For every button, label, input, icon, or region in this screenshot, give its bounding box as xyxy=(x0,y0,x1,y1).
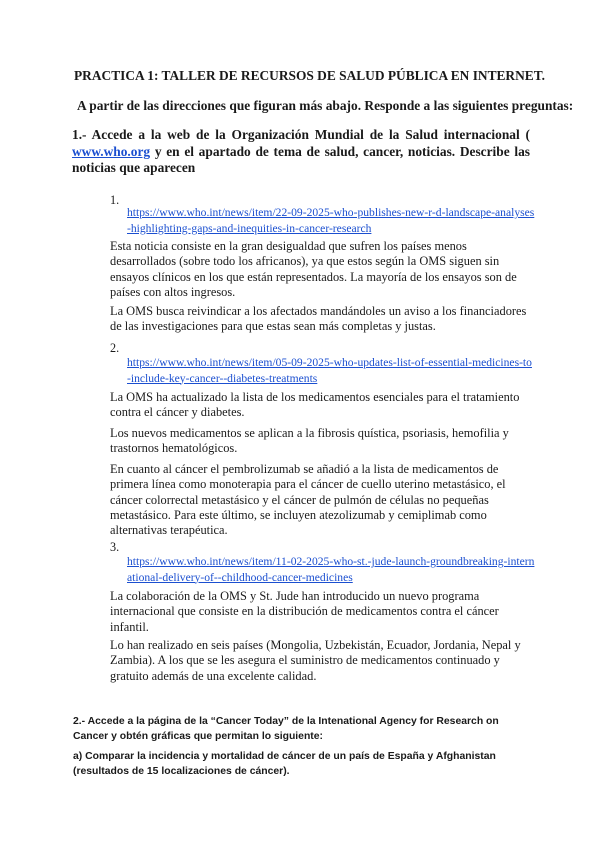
question-2: 2.- Accede a la página de la “Cancer Today” de la Intenational Agency for Research on Cancer y obtén gráficas que permitan lo siguiente: xyxy=(73,716,499,743)
question-1 xyxy=(72,127,530,177)
item-3-number: 3. xyxy=(110,540,120,554)
item-3-link[interactable]: https://www.who.int/news/item/11-02-2025-who-st.-jude-launch-groundbreaking-international-delivery-of--childhood-cancer-medicines xyxy=(127,555,535,584)
item-1-paragraph: Esta noticia consiste en la gran desigualdad que sufren los países menos desarrollados (sobre todo los africanos), ya que estos según la OMS siguen sin ensayos clínicos en los que están representados. La mayoría de los ensayos son de países con altos ingresos. xyxy=(110,239,517,299)
who-link[interactable]: www.who.org xyxy=(72,143,151,159)
item-2-number: 2. xyxy=(110,341,120,355)
document-title: PRACTICA 1: TALLER DE RECURSOS DE SALUD PÚBLICA EN INTERNET. xyxy=(74,68,545,83)
item-2-paragraph: En cuanto al cáncer el pembrolizumab se añadió a la lista de medicamentos de primera línea como monoterapia para el cáncer de cuello uterino metastásico, el cáncer colorrectal metastásico y el cáncer de pulmón de células no pequeñas metastásico. Para este último, se incluyen atezolizumab y cemiplimab como alternativas terapéutica. xyxy=(110,462,506,538)
item-1-paragraph: La OMS busca reivindicar a los afectados mandándoles un aviso a los financiadores de las investigaciones para que estas sean más completas y justas. xyxy=(110,304,527,334)
item-3-paragraph: Lo han realizado en seis países (Mongolia, Uzbekistán, Ecuador, Jordania, Nepal y Zambia). A los que se les asegura el suministro de medicamentos continuado y gratuito además de una excelente calidad. xyxy=(110,638,521,683)
item-2-paragraph: Los nuevos medicamentos se aplican a la fibrosis quística, psoriasis, hemofilia y trastornos hematológicos. xyxy=(110,426,509,456)
item-1-number: 1. xyxy=(110,193,120,207)
instructions: A partir de las direcciones que figuran más abajo. Responde a las siguientes preguntas: xyxy=(77,98,574,113)
item-3-paragraph: La colaboración de la OMS y St. Jude han introducido un nuevo programa internacional que consiste en la distribución de medicamentos contra el cáncer infantil. xyxy=(110,589,499,634)
item-2-paragraph: La OMS ha actualizado la lista de los medicamentos esenciales para el tratamiento contra el cáncer y diabetes. xyxy=(110,390,520,420)
question-2a: a) Comparar la incidencia y mortalidad de cáncer de un país de España y Afghanistan (resultados de 15 localizaciones de cáncer). xyxy=(73,751,496,778)
question-1-text: 1.- Accede a la web de la Organización Mundial de la Salud internacional ( xyxy=(72,127,530,142)
item-1-link[interactable]: https://www.who.int/news/item/22-09-2025-who-publishes-new-r-d-landscape-analyses-highlighting-gaps-and-inequities-in-cancer-research xyxy=(127,206,535,235)
item-2-link[interactable]: https://www.who.int/news/item/05-09-2025-who-updates-list-of-essential-medicines-to-include-key-cancer--diabetes-treatments xyxy=(127,356,532,385)
question-1-text-end: y en el apartado de tema de salud, cancer, noticias. Describe las noticias que aparecen xyxy=(72,143,530,175)
